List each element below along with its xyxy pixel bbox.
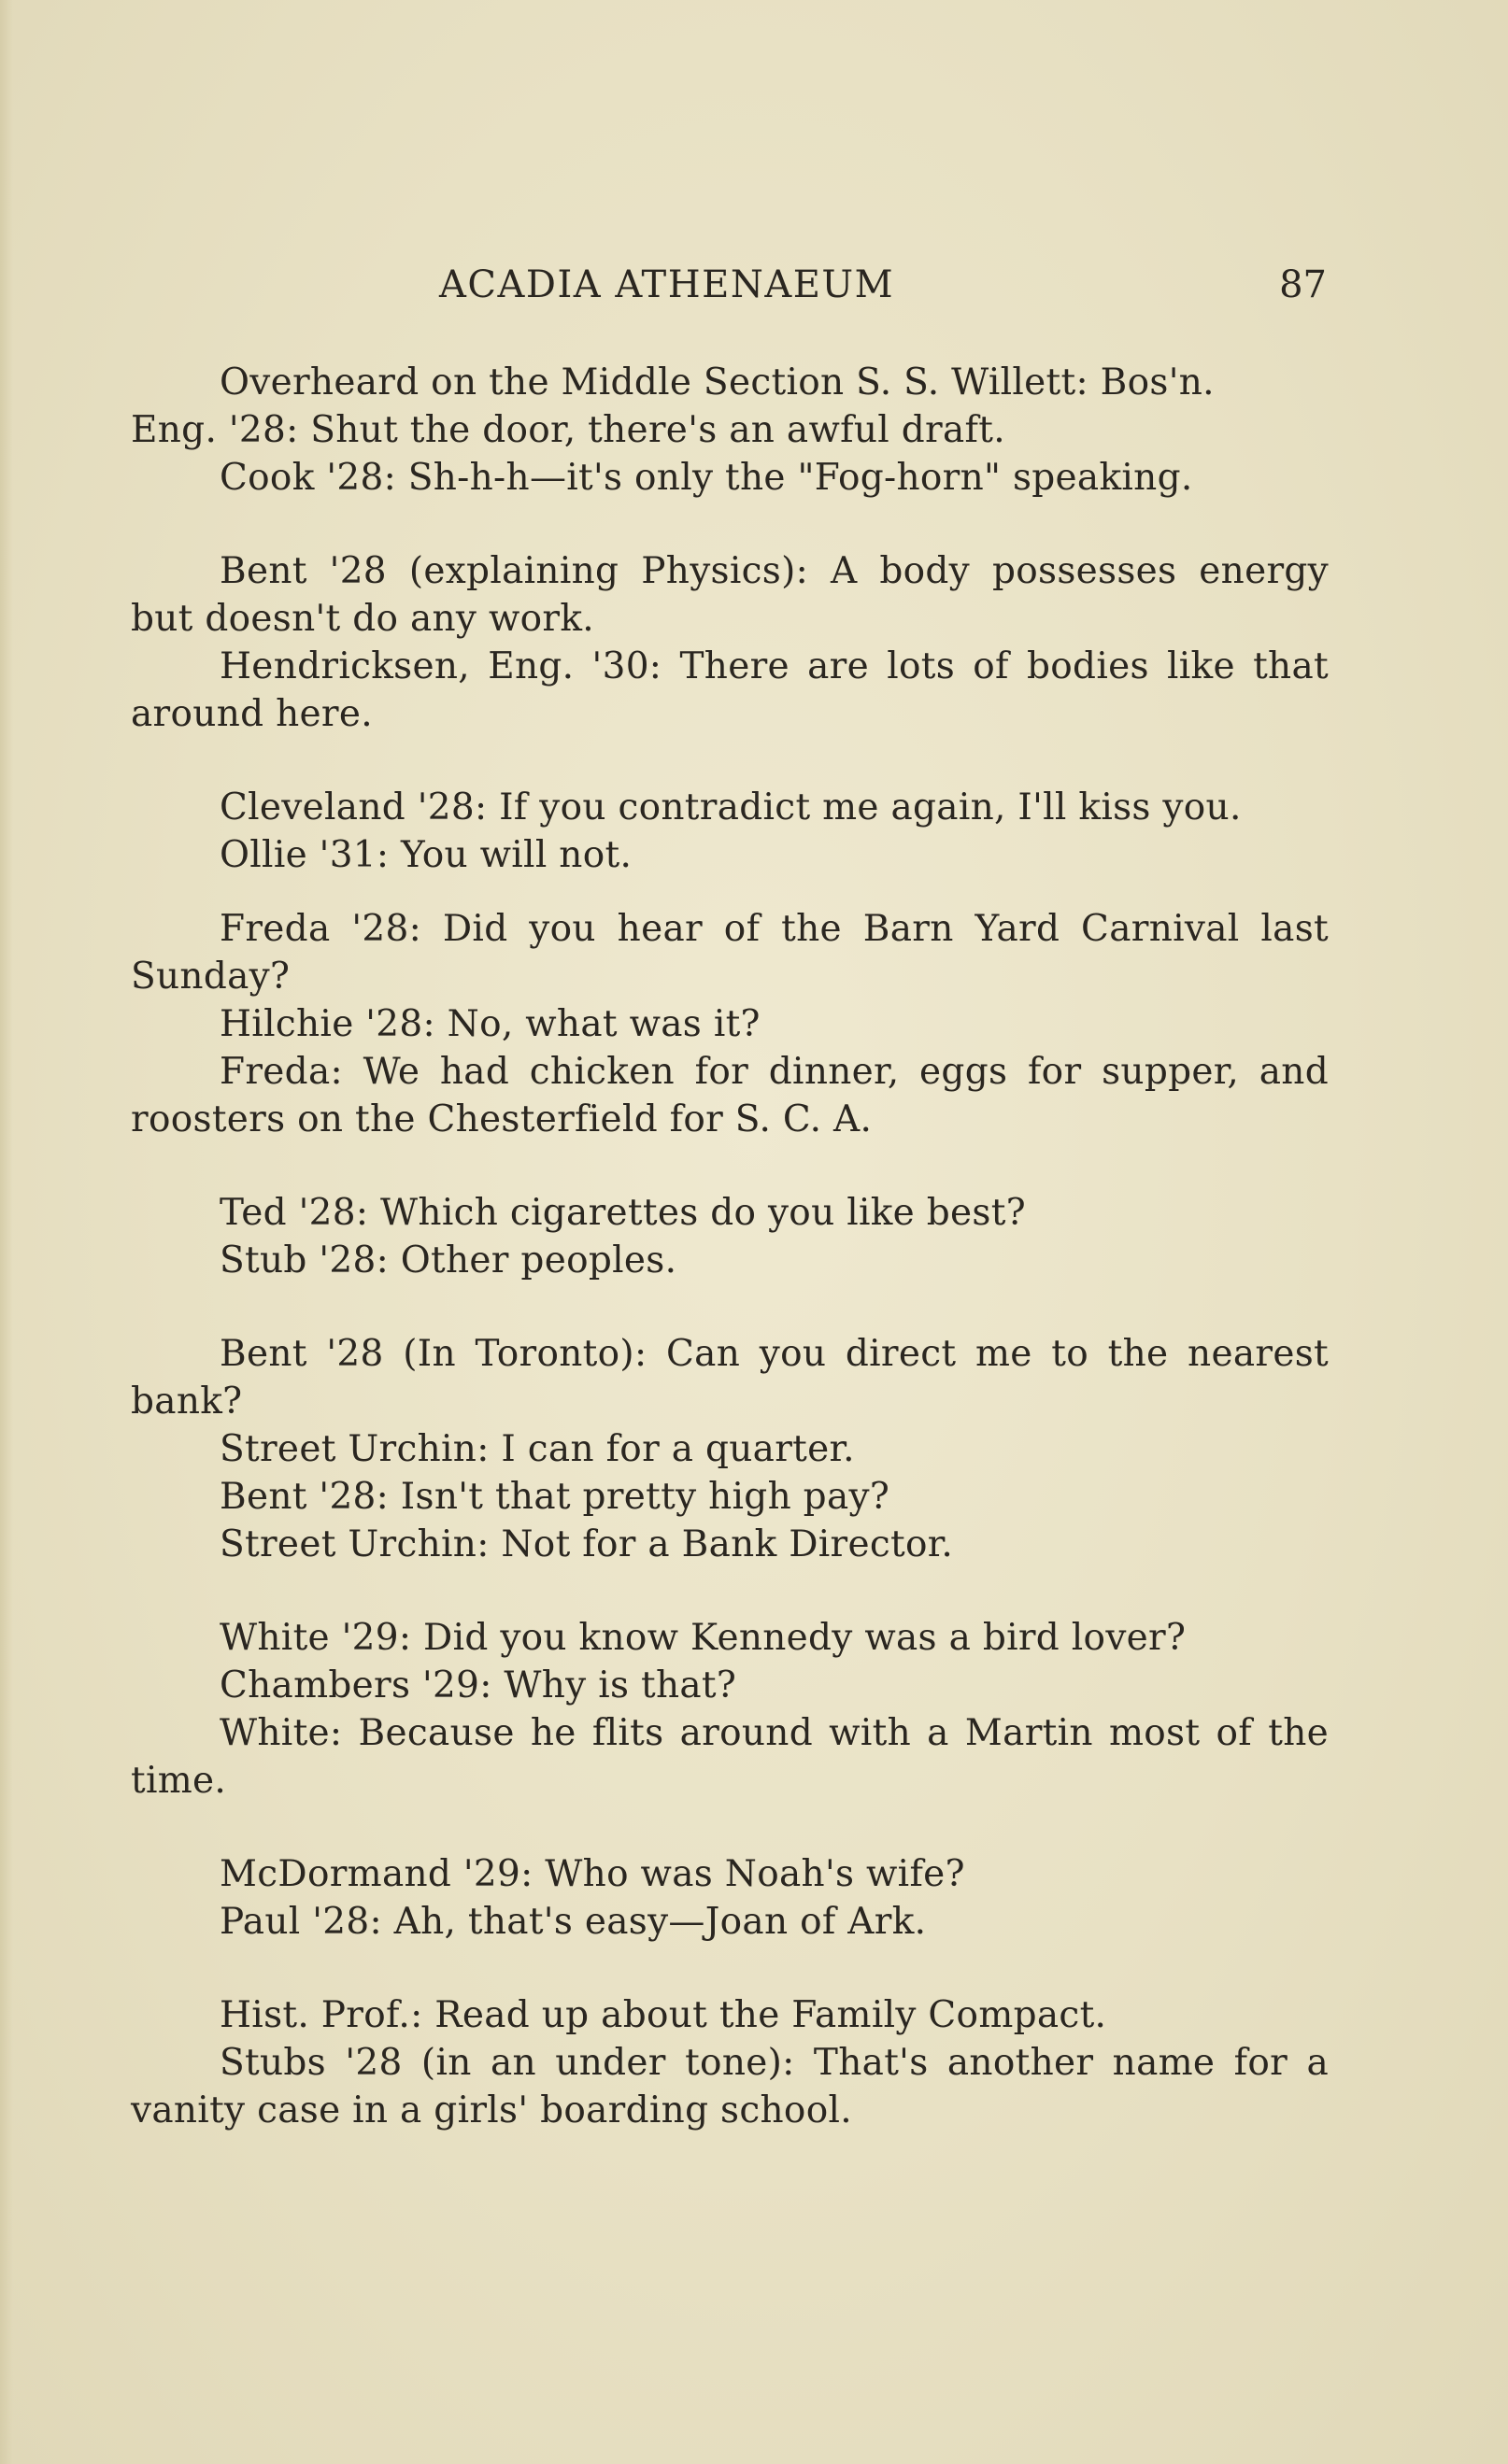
page-body — [131, 359, 1329, 2180]
page-number: 87 — [1279, 263, 1327, 306]
dialogue-line: Street Urchin: I can for a quarter. — [220, 1428, 855, 1470]
dialogue-line: Cook '28: Sh-h-h—it's only the "Fog-horn" speaking. — [220, 457, 1193, 499]
dialogue-line: Hist. Prof.: Read up about the Family Compact. — [220, 1994, 1107, 2036]
dialogue-line: Ted '28: Which cigarettes do you like best? — [220, 1192, 1026, 1234]
dialogue-line: White '29: Did you know Kennedy was a bird lover? — [220, 1617, 1187, 1659]
dialogue-line: Paul '28: Ah, that's easy—Joan of Ark. — [220, 1901, 927, 1943]
dialogue-line: Street Urchin: Not for a Bank Director. — [220, 1523, 954, 1565]
exchange-7 — [131, 1614, 1329, 1805]
dialogue-line: McDormand '29: Who was Noah's wife? — [220, 1853, 965, 1895]
dialogue-line: Overheard on the Middle Section S. S. Willett: Bos'n. — [220, 361, 1215, 404]
exchange-9 — [131, 1991, 1329, 2134]
exchange-5 — [131, 1189, 1329, 1284]
dialogue-line: Hilchie '28: No, what was it? — [220, 1003, 761, 1045]
dialogue-line: Bent '28 (In Toronto): Can you direct me to the nearest bank? — [131, 1333, 1329, 1423]
dialogue-line: Stubs '28 (in an under tone): That's another name for a vanity case in a girls' boarding school. — [131, 2042, 1329, 2131]
dialogue-line: Freda '28: Did you hear of the Barn Yard Carnival last Sunday? — [131, 908, 1329, 998]
exchange-2 — [131, 547, 1329, 738]
exchange-3 — [131, 784, 1329, 879]
dialogue-line: Eng. '28: Shut the door, there's an awful draft. — [131, 409, 1005, 451]
page-header — [131, 263, 1327, 319]
dialogue-line: Bent '28 (explaining Physics): A body possesses energy but doesn't do any work. — [131, 550, 1329, 640]
dialogue-line: White: Because he flits around with a Martin most of the time. — [131, 1712, 1329, 1802]
exchange-1 — [131, 359, 1329, 502]
exchange-8 — [131, 1850, 1329, 1946]
dialogue-line: Freda: We had chicken for dinner, eggs for supper, and roosters on the Chesterfield for S. C. A. — [131, 1051, 1329, 1140]
dialogue-line: Ollie '31: You will not. — [220, 834, 633, 876]
running-title: ACADIA ATHENAEUM — [439, 263, 895, 306]
exchange-4 — [131, 905, 1329, 1143]
page-edge-shadow — [0, 0, 13, 2464]
dialogue-line: Cleveland '28: If you contradict me again, I'll kiss you. — [220, 786, 1242, 828]
exchange-6 — [131, 1330, 1329, 1568]
dialogue-line: Hendricksen, Eng. '30: There are lots of bodies like that around here. — [131, 645, 1329, 735]
dialogue-line: Stub '28: Other peoples. — [220, 1239, 677, 1282]
dialogue-line: Chambers '29: Why is that? — [220, 1664, 737, 1706]
dialogue-line: Bent '28: Isn't that pretty high pay? — [220, 1476, 890, 1518]
